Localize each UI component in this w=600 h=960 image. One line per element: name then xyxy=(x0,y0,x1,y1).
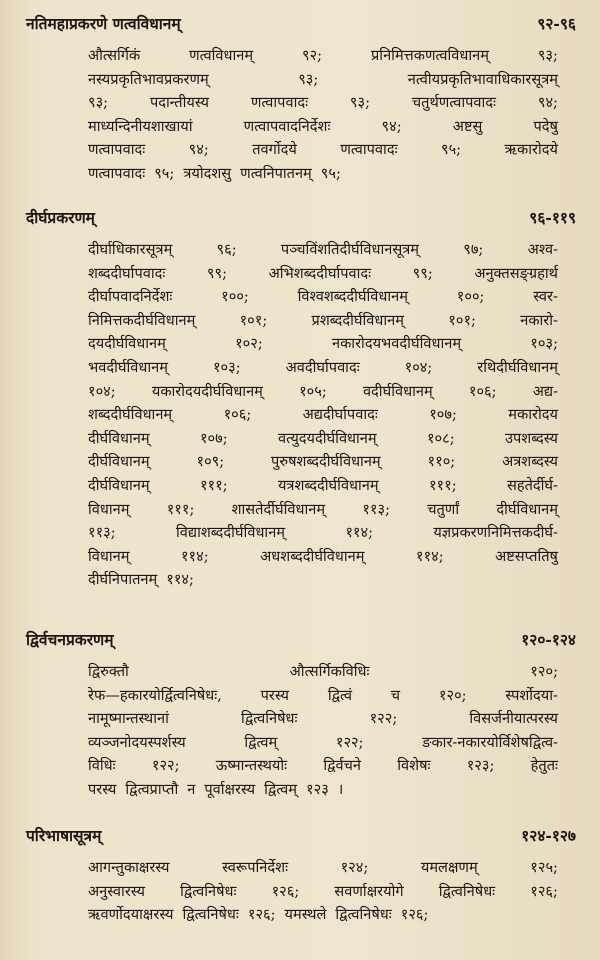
entry-word: ९९; xyxy=(206,264,228,282)
entry-word: १११; xyxy=(166,500,195,518)
entry-word: द्वित्वनिषेधः xyxy=(335,906,392,924)
section-entries xyxy=(0,238,600,592)
entry-word: ९३; xyxy=(88,94,109,112)
section-heading xyxy=(0,824,600,856)
section-entries xyxy=(0,660,600,802)
entry-word: ११३; xyxy=(88,524,116,542)
entry-word: ऋकारोदये xyxy=(504,141,558,159)
entry-word: १०६; xyxy=(468,382,497,400)
entry-line xyxy=(88,660,558,684)
entry-word: औत्सर्गिकं xyxy=(88,47,141,64)
entry-word: १०७; xyxy=(199,429,228,447)
entry-word: यमस्थले xyxy=(284,906,327,924)
entry-line xyxy=(88,44,558,68)
entry-line xyxy=(88,162,558,186)
entry-word: ९५; xyxy=(154,164,175,182)
entry-word: नत्वीयप्रकृतिभावाधिकारसूत्रम् xyxy=(407,70,558,88)
entry-word: न xyxy=(187,780,196,798)
entry-word: १२५; xyxy=(530,859,558,876)
entry-word: निमित्तकदीर्घविधानम् xyxy=(88,311,196,329)
entry-word: ९२; xyxy=(301,47,323,64)
entry-word: १०५; xyxy=(299,382,327,400)
entry-word: अद्य- xyxy=(532,382,558,400)
entry-word: दीर्घाधिकारसूत्रम् xyxy=(88,241,173,258)
entry-word: द्वित्वम् xyxy=(264,780,298,798)
toc-section xyxy=(0,12,600,186)
entry-word: औत्सर्गिकविधिः xyxy=(289,663,370,680)
entry-word: णत्वविधानम् xyxy=(189,47,254,64)
entry-word: ९३; xyxy=(349,94,371,112)
entry-line xyxy=(88,309,558,333)
entry-word: स्पर्शोदया- xyxy=(505,686,558,704)
entry-word: सहतेर्दीर्घ- xyxy=(506,476,558,494)
entry-word: त्रयोदशसु xyxy=(183,164,232,182)
entry-word: १०८; xyxy=(426,429,455,447)
entry-word: णत्वनिपातनम् xyxy=(240,164,312,182)
entry-word: ९४; xyxy=(188,141,209,159)
entry-word: विद्याशब्ददीर्घविधानम् xyxy=(176,524,286,542)
entry-word: द्वित्वनिषेधः xyxy=(438,882,496,900)
entry-word: द्वित्वनिषेधः xyxy=(241,710,298,728)
entry-line xyxy=(88,238,558,262)
entry-word: चतुर्णां xyxy=(427,500,460,518)
entry-word: १२४; xyxy=(340,859,369,876)
entry-line xyxy=(88,262,558,286)
entry-word: १०६; xyxy=(223,406,252,424)
entry-word: १२६; xyxy=(530,882,558,900)
entry-line xyxy=(88,68,558,92)
entry-word: ११३; xyxy=(362,500,390,518)
entry-word: अनुस्वारस्य xyxy=(88,882,145,900)
entry-word: दीर्घविधानम् xyxy=(496,500,558,518)
entry-word: । xyxy=(337,780,344,798)
entry-word: द्वित्वनिषेधः xyxy=(182,906,239,924)
entry-word: ११४; xyxy=(166,571,194,589)
entry-word: ११४; xyxy=(345,524,374,542)
entry-word: १२२; xyxy=(335,733,364,751)
entry-word: अवदीर्घापवादः xyxy=(285,358,360,376)
entry-word: विधानम् xyxy=(88,547,130,565)
entry-word: ९५; xyxy=(320,164,341,182)
section-page-range: ९२-९६ xyxy=(537,14,576,33)
section-page-range: १२४-१२७ xyxy=(521,826,576,845)
entry-word: दीर्घविधानम् xyxy=(88,453,150,471)
entry-word: पुरुषशब्ददीर्घविधानम् xyxy=(271,453,381,471)
entry-word: १०४; xyxy=(88,382,116,400)
section-heading xyxy=(0,628,600,660)
entry-word: ९३; xyxy=(537,47,558,64)
entry-word: नामूष्मान्तस्थानां xyxy=(88,710,169,728)
entry-word: दीर्घविधानम् xyxy=(88,429,150,447)
section-title: परिभाषासूत्रम् xyxy=(26,826,102,845)
section-title: द्विर्वचनप्रकरणम् xyxy=(26,630,114,649)
entry-word: द्विर्वचने xyxy=(323,757,361,775)
entry-word: परस्य xyxy=(88,780,117,798)
entry-word: णत्वापवादः xyxy=(88,164,146,182)
entry-word: १११; xyxy=(428,476,457,494)
entry-word: पूर्वाक्षरस्य xyxy=(204,780,256,798)
entry-word: १२६; xyxy=(400,906,429,924)
entry-word: द्विरुक्तौ xyxy=(88,663,129,680)
entry-word: १०१; xyxy=(448,311,476,329)
entry-line xyxy=(88,856,558,880)
entry-word: १०३; xyxy=(530,335,558,353)
entry-word: स्वर- xyxy=(533,288,558,306)
entry-word: णत्वापवादः xyxy=(88,141,146,159)
entry-word: १११; xyxy=(199,476,228,494)
entry-word: अष्टसु xyxy=(452,117,483,135)
entry-word: पदेषु xyxy=(533,117,558,135)
entry-word: दयदीर्घविधानम् xyxy=(88,335,166,353)
entry-line xyxy=(88,754,558,778)
entry-word: १२२; xyxy=(369,710,398,728)
section-entries xyxy=(0,44,600,186)
entry-word: १२६; xyxy=(271,882,300,900)
section-heading xyxy=(0,12,600,44)
entry-word: ११४; xyxy=(415,547,444,565)
entry-word: ऋवर्णोदयाक्षरस्य xyxy=(88,906,174,924)
entry-line xyxy=(88,880,558,904)
entry-word: प्रनिमित्तकणत्वविधानम् xyxy=(370,47,489,64)
entry-word: अनुक्तसङ्ग्रहार्थ xyxy=(474,264,558,282)
entry-word: णत्वापवादनिर्देशः xyxy=(243,117,331,135)
entry-line xyxy=(88,498,558,522)
entry-word: शासतेर्दीर्घविधानम् xyxy=(231,500,326,518)
entry-word: यकारोदयदीर्घविधानम् xyxy=(151,382,263,400)
entry-word: १२६; xyxy=(247,906,276,924)
entry-line xyxy=(88,903,558,927)
entry-word: अधशब्ददीर्घविधानम् xyxy=(260,547,365,565)
entry-word: १०४; xyxy=(404,358,433,376)
entry-word: ९४; xyxy=(381,117,402,135)
entry-word: दीर्घविधानम् xyxy=(88,476,150,494)
entry-word: यमलक्षणम् xyxy=(420,859,478,876)
entry-word: दीर्घापवादनिर्देशः xyxy=(88,288,173,306)
entry-word: द्वित्वप्राप्तौ xyxy=(125,780,179,798)
entry-word: भवदीर्घविधानम् xyxy=(88,358,169,376)
entry-word: अद्यदीर्घापवादः xyxy=(302,406,378,424)
entry-word: पञ्चविंशतिदीर्घविधानसूत्रम् xyxy=(280,241,420,258)
entry-word: ङकार-नकारयोर्विशेषद्वित्व- xyxy=(422,733,558,751)
entry-word: दीर्घनिपातनम् xyxy=(88,571,158,589)
entry-word: ९९; xyxy=(412,264,433,282)
entry-word: रथिदीर्घविधानम् xyxy=(477,358,558,376)
entry-line xyxy=(88,731,558,755)
entry-line xyxy=(88,285,558,309)
entry-word: प्रशब्ददीर्घविधानम् xyxy=(311,311,404,329)
entry-word: अभिशब्ददीर्घापवादः xyxy=(268,264,372,282)
entry-word: नस्यप्रकृतिभावप्रकरणम् xyxy=(88,70,209,88)
section-page-range: ९६-११९ xyxy=(529,208,576,227)
entry-line xyxy=(88,568,558,592)
entry-word: विधानम् xyxy=(88,500,130,518)
entry-word: ऊष्मान्तस्थयोः xyxy=(215,757,288,775)
entry-word: अत्रशब्दस्य xyxy=(502,453,558,471)
entry-word: १२०; xyxy=(530,663,558,680)
entry-line xyxy=(88,91,558,115)
entry-word: स्वरूपनिर्देशः xyxy=(222,859,289,876)
entry-word: १०१; xyxy=(239,311,268,329)
entry-word: विश्वशब्ददीर्घविधानम् xyxy=(297,288,408,306)
entry-word: १०३; xyxy=(212,358,241,376)
entry-word: यज्ञप्रकरणनिमित्तकदीर्घ- xyxy=(433,524,558,542)
entry-line xyxy=(88,545,558,569)
entry-word: १२३; xyxy=(466,757,495,775)
entry-word: द्वित्वं xyxy=(327,686,352,704)
toc-section xyxy=(0,206,600,592)
entry-word: अष्टसप्ततिषु xyxy=(495,547,558,565)
entry-word: द्वित्वनिषेधः xyxy=(180,882,237,900)
entry-line xyxy=(88,450,558,474)
toc-section xyxy=(0,824,600,927)
entry-word: १००; xyxy=(221,288,249,306)
entry-line xyxy=(88,332,558,356)
entry-line xyxy=(88,684,558,708)
entry-word: वदीर्घविधानम् xyxy=(362,382,433,400)
entry-word: णत्वापवादः xyxy=(250,94,309,112)
section-page-range: १२०-१२४ xyxy=(521,630,576,649)
entry-word: नकारो- xyxy=(520,311,558,329)
entry-line xyxy=(88,380,558,404)
entry-word: ९५; xyxy=(440,141,462,159)
entry-word: शब्ददीर्घविधानम् xyxy=(88,406,173,424)
entry-word: नकारोदयभवदीर्घविधानम् xyxy=(332,335,462,353)
entry-line xyxy=(88,138,558,162)
section-entries xyxy=(0,856,600,927)
entry-word: ११०; xyxy=(427,453,456,471)
entry-word: णत्वापवादः xyxy=(340,141,398,159)
entry-word: च xyxy=(390,686,401,704)
entry-line xyxy=(88,403,558,427)
entry-word: पदान्तीयस्य xyxy=(149,94,209,112)
entry-word: १२०; xyxy=(438,686,467,704)
entry-line xyxy=(88,707,558,731)
entry-word: चतुर्थणत्वापवादः xyxy=(411,94,496,112)
entry-word: शब्ददीर्घापवादः xyxy=(88,264,166,282)
entry-line xyxy=(88,427,558,451)
entry-word: ९६; xyxy=(216,241,237,258)
entry-word: उपशब्दस्य xyxy=(504,429,558,447)
entry-word: १०२; xyxy=(235,335,263,353)
entry-line xyxy=(88,521,558,545)
toc-section xyxy=(0,628,600,802)
entry-word: १०९; xyxy=(196,453,225,471)
entry-word: परस्य xyxy=(260,686,290,704)
entry-word: ९७; xyxy=(463,241,484,258)
entry-word: १२३ xyxy=(306,780,329,798)
entry-word: विशेषः xyxy=(397,757,431,775)
entry-word: सवर्णाक्षरयोगे xyxy=(334,882,404,900)
entry-word: रेफ—हकारयोर्द्वित्वनिषेधः, xyxy=(88,686,222,704)
entry-word: द्वित्वम् xyxy=(244,733,278,751)
section-heading xyxy=(0,206,600,238)
entry-line xyxy=(88,778,558,802)
entry-word: १०७; xyxy=(429,406,457,424)
entry-word: ९३; xyxy=(298,70,319,88)
section-title: नतिमहाप्रकरणे णत्वविधानम् xyxy=(26,14,181,33)
entry-word: ११४; xyxy=(180,547,209,565)
entry-word: हेतुतः xyxy=(530,757,558,775)
entry-word: १००; xyxy=(456,288,485,306)
entry-word: व्यञ्जनोदयस्पर्शस्य xyxy=(88,733,186,751)
entry-word: १२२; xyxy=(151,757,180,775)
entry-word: वत्युदयदीर्घविधानम् xyxy=(277,429,377,447)
entry-word: मकारोदय xyxy=(508,406,558,424)
entry-word: यत्रशब्ददीर्घविधानम् xyxy=(277,476,379,494)
entry-word: तवर्गोदये xyxy=(252,141,297,159)
entry-word: आगन्तुकाक्षरस्य xyxy=(88,859,170,876)
entry-line xyxy=(88,115,558,139)
section-title: दीर्घप्रकरणम् xyxy=(26,208,95,227)
entry-word: अश्व- xyxy=(527,241,558,258)
entry-word: विसर्जनीयात्परस्य xyxy=(469,710,558,728)
entry-line xyxy=(88,474,558,498)
entry-word: माध्यन्दिनीयशाखायां xyxy=(88,117,193,135)
entry-line xyxy=(88,356,558,380)
entry-word: ९४; xyxy=(537,94,558,112)
entry-word: विधिः xyxy=(88,757,116,775)
